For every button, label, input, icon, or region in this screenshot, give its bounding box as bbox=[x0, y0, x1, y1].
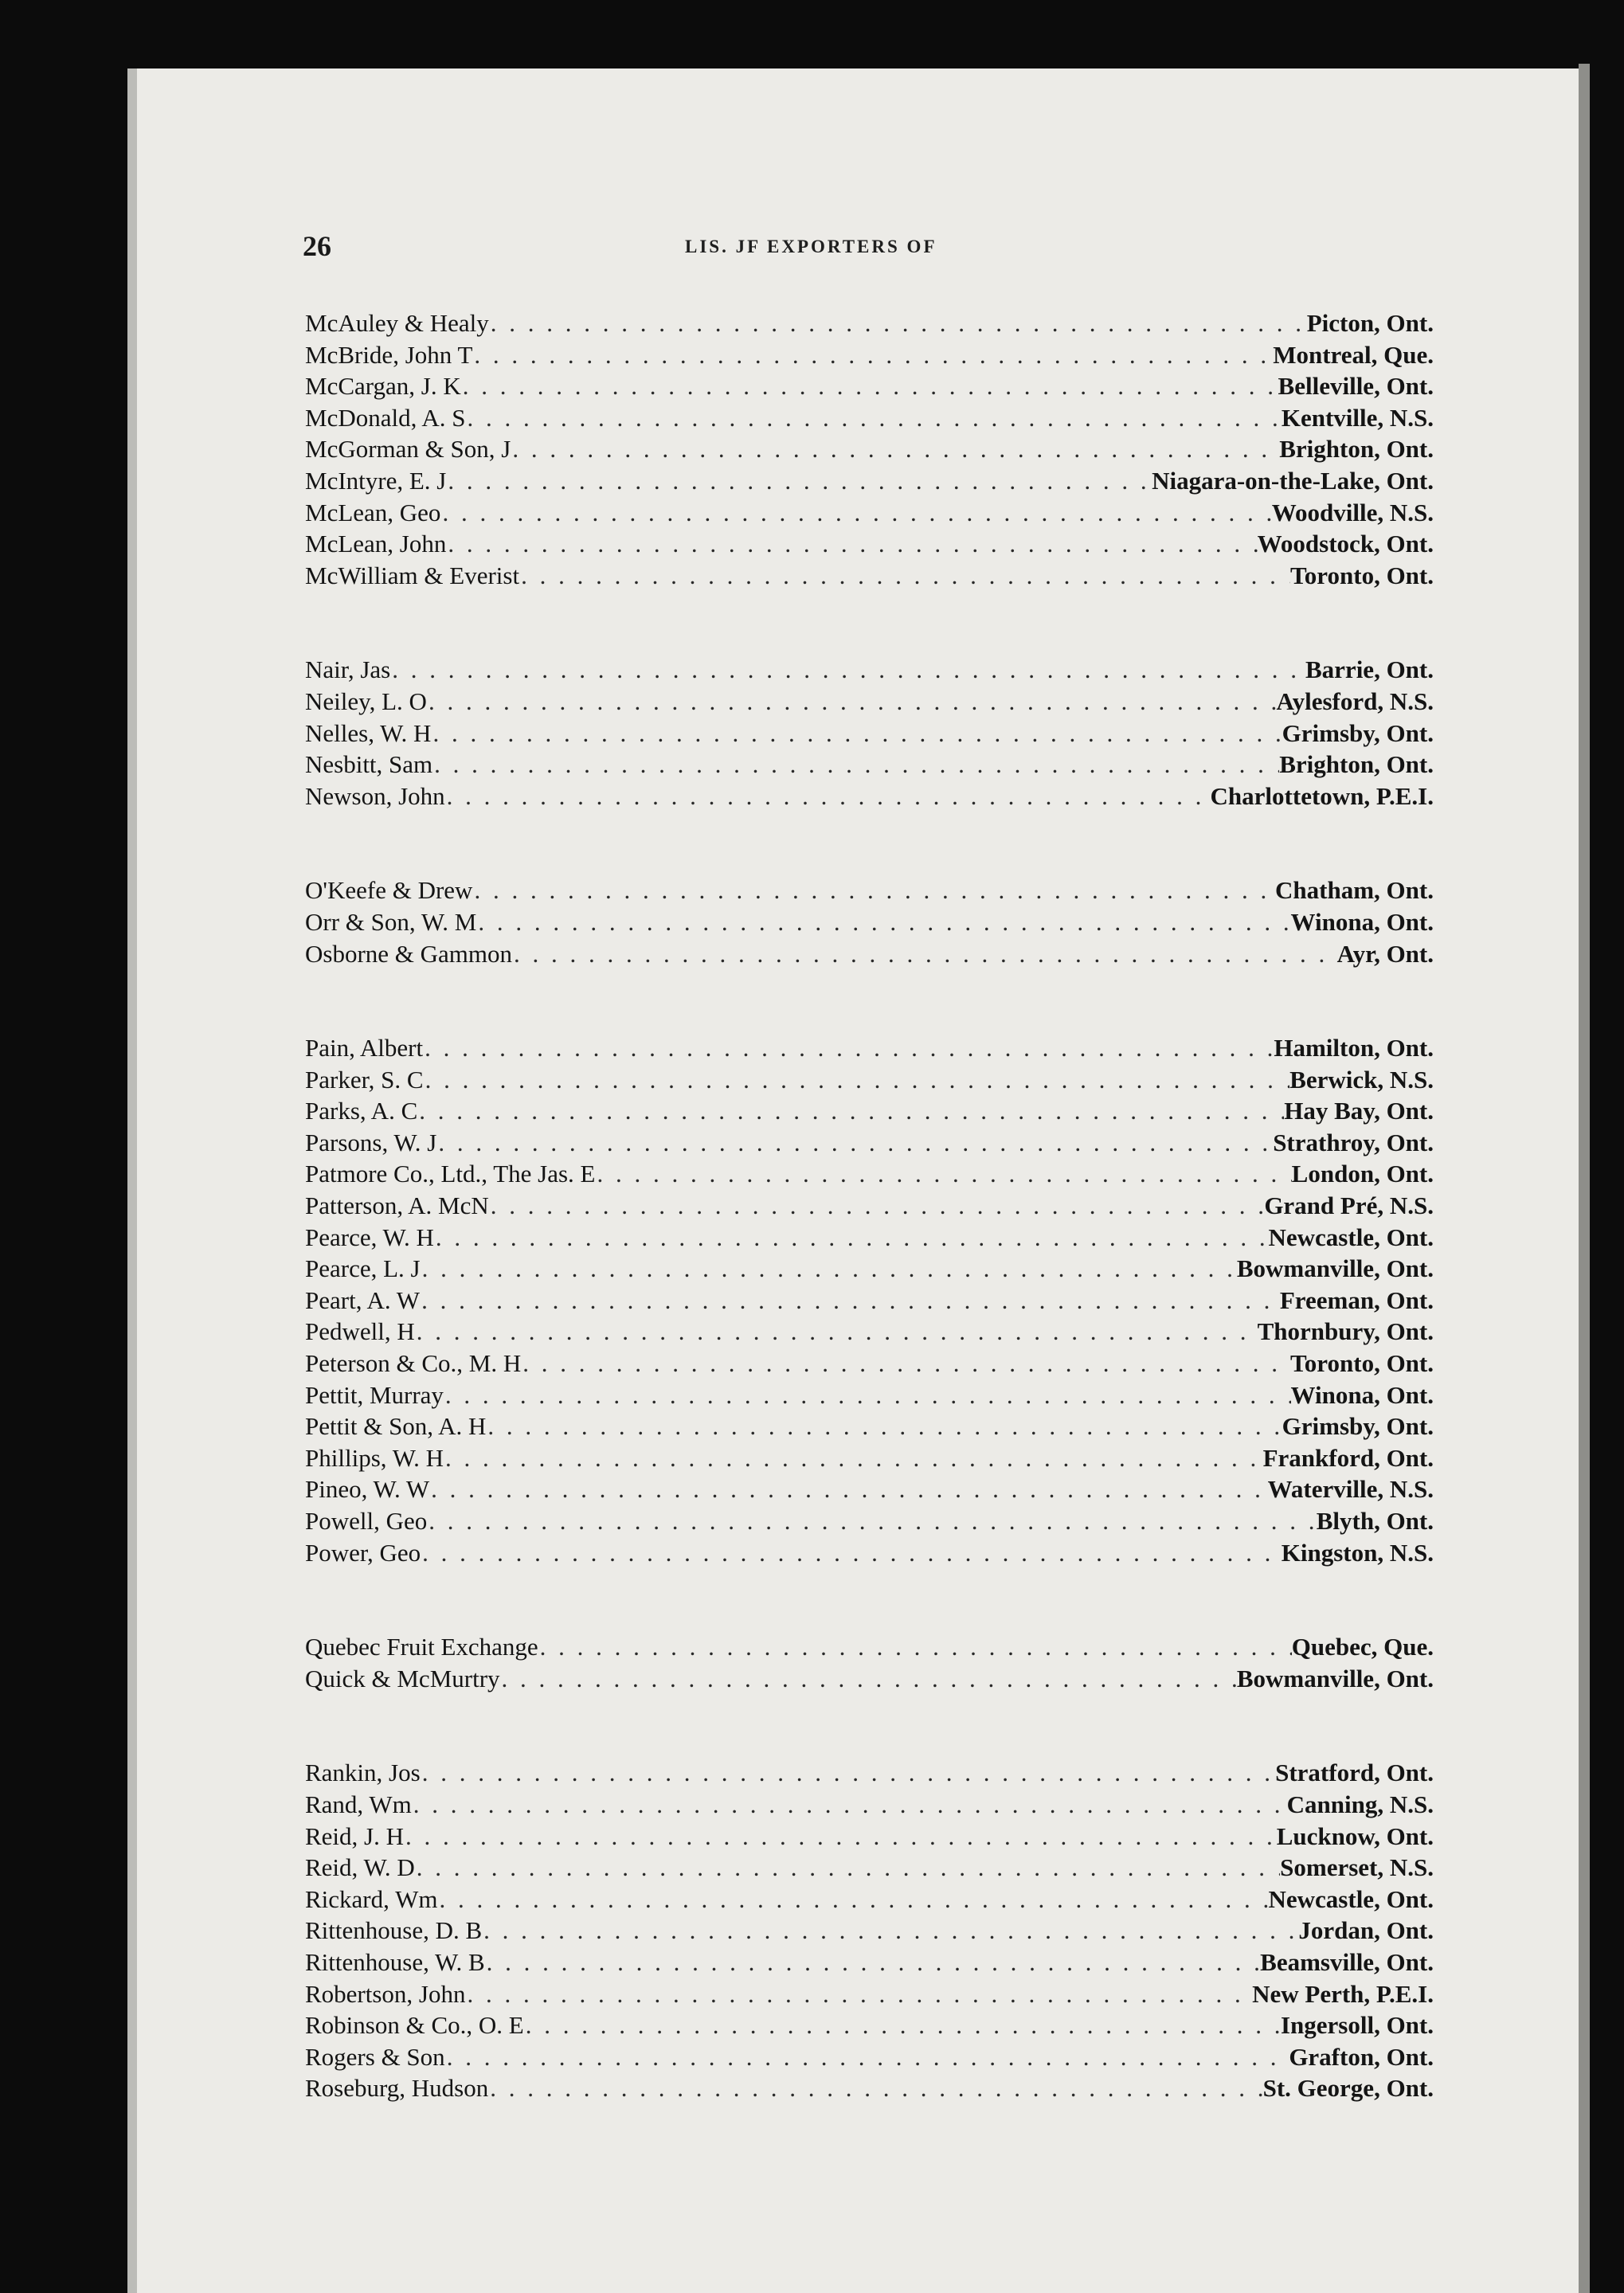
exporter-name: McAuley & Healy bbox=[305, 309, 489, 337]
list-item bbox=[305, 875, 1434, 906]
exporter-name: Powell, Geo bbox=[305, 1507, 428, 1535]
dot-leader bbox=[431, 718, 1282, 749]
dot-leader bbox=[444, 1379, 1291, 1411]
exporter-name: McLean, Geo bbox=[305, 498, 441, 526]
exporter-location: Bowmanville, Ont. bbox=[1236, 1254, 1434, 1283]
exporter-location: Woodstock, Ont. bbox=[1257, 530, 1434, 558]
list-item bbox=[305, 560, 1434, 592]
dot-leader bbox=[472, 339, 1273, 371]
dot-leader bbox=[524, 2009, 1281, 2041]
exporter-location: Quebec, Que. bbox=[1291, 1633, 1434, 1661]
exporter-name: Pedwell, H bbox=[305, 1317, 415, 1346]
dot-leader bbox=[436, 1127, 1273, 1159]
dot-leader bbox=[444, 1442, 1263, 1474]
list-item bbox=[305, 1631, 1434, 1663]
exporter-location: Aylesford, N.S. bbox=[1276, 687, 1434, 715]
dot-leader bbox=[434, 1222, 1269, 1254]
exporter-location: Frankford, Ont. bbox=[1262, 1443, 1434, 1472]
list-item bbox=[305, 497, 1434, 529]
list-item bbox=[305, 1348, 1434, 1379]
list-item bbox=[305, 1316, 1434, 1348]
list-item bbox=[305, 339, 1434, 371]
exporter-location: Picton, Ont. bbox=[1306, 309, 1434, 337]
exporter-location: Woodville, N.S. bbox=[1271, 498, 1434, 526]
dot-leader bbox=[445, 2041, 1289, 2073]
exporter-name: Parsons, W. J bbox=[305, 1128, 437, 1156]
exporter-location: Grimsby, Ont. bbox=[1282, 718, 1434, 747]
dot-leader bbox=[461, 370, 1278, 402]
dot-leader bbox=[486, 1411, 1282, 1442]
dot-leader bbox=[417, 1095, 1284, 1127]
list-item bbox=[305, 1379, 1434, 1411]
binding-edge bbox=[1579, 64, 1590, 2293]
exporter-location: Charlottetown, P.E.I. bbox=[1210, 781, 1434, 810]
exporter-name: Nelles, W. H bbox=[305, 718, 432, 747]
exporter-location: Brighton, Ont. bbox=[1279, 435, 1434, 464]
dot-leader bbox=[446, 528, 1257, 560]
exporter-name: Roseburg, Hudson bbox=[305, 2074, 489, 2103]
exporter-location: Berwick, N.S. bbox=[1289, 1065, 1434, 1094]
dot-leader bbox=[421, 1253, 1237, 1285]
exporter-location: Lucknow, Ont. bbox=[1276, 1821, 1434, 1850]
exporter-name: McCargan, J. K bbox=[305, 372, 461, 401]
exporter-location: Chatham, Ont. bbox=[1275, 876, 1434, 905]
dot-leader bbox=[390, 654, 1305, 686]
dot-leader bbox=[420, 1285, 1280, 1317]
list-item bbox=[305, 1222, 1434, 1254]
letter-group bbox=[305, 875, 1434, 969]
dot-leader bbox=[472, 875, 1275, 906]
exporter-name: McWilliam & Everist bbox=[305, 561, 520, 589]
list-item bbox=[305, 2009, 1434, 2041]
exporter-location: Grand Pré, N.S. bbox=[1264, 1191, 1434, 1220]
list-item bbox=[305, 433, 1434, 465]
letter-group bbox=[305, 1631, 1434, 1694]
exporter-location: London, Ont. bbox=[1291, 1160, 1434, 1188]
page-edge-shadow bbox=[127, 68, 137, 2293]
exporter-name: Newson, John bbox=[305, 781, 445, 810]
letter-group bbox=[305, 307, 1434, 591]
dot-leader bbox=[429, 1473, 1267, 1505]
dot-leader bbox=[421, 1537, 1282, 1569]
list-item bbox=[305, 1505, 1434, 1537]
exporter-location: Hay Bay, Ont. bbox=[1284, 1097, 1434, 1125]
exporter-location: Freeman, Ont. bbox=[1279, 1285, 1434, 1314]
list-item bbox=[305, 1821, 1434, 1853]
list-item bbox=[305, 370, 1434, 402]
list-item bbox=[305, 1442, 1434, 1474]
list-item bbox=[305, 1663, 1434, 1695]
exporter-name: Rittenhouse, W. B bbox=[305, 1947, 485, 1976]
exporter-location: Toronto, Ont. bbox=[1289, 1349, 1434, 1378]
list-item bbox=[305, 1473, 1434, 1505]
exporter-name: Neiley, L. O bbox=[305, 687, 427, 715]
exporter-name: Quebec Fruit Exchange bbox=[305, 1633, 538, 1661]
exporter-location: New Perth, P.E.I. bbox=[1252, 1979, 1434, 2008]
dot-leader bbox=[437, 1884, 1268, 1915]
dot-leader bbox=[466, 1978, 1253, 2010]
exporter-location: St. George, Ont. bbox=[1262, 2074, 1434, 2103]
exporter-location: Somerset, N.S. bbox=[1280, 1853, 1434, 1882]
exporter-name: McDonald, A. S bbox=[305, 403, 466, 432]
exporter-location: Canning, N.S. bbox=[1286, 1790, 1434, 1818]
exporter-name: Pineo, W. W bbox=[305, 1475, 430, 1504]
list-item bbox=[305, 718, 1434, 749]
exporter-location: Barrie, Ont. bbox=[1305, 655, 1434, 684]
list-item bbox=[305, 1537, 1434, 1569]
exporter-location: Ayr, Ont. bbox=[1336, 939, 1434, 968]
list-item bbox=[305, 2072, 1434, 2104]
list-item bbox=[305, 1127, 1434, 1159]
exporter-name: Phillips, W. H bbox=[305, 1443, 444, 1472]
dot-leader bbox=[466, 402, 1282, 434]
exporter-name: McIntyre, E. J bbox=[305, 466, 447, 495]
list-item bbox=[305, 1253, 1434, 1285]
dot-leader bbox=[404, 1821, 1277, 1853]
dot-leader bbox=[596, 1158, 1292, 1190]
dot-leader bbox=[488, 2072, 1262, 2104]
page-number: 26 bbox=[303, 230, 331, 262]
exporter-name: Reid, J. H bbox=[305, 1821, 404, 1850]
dot-leader bbox=[445, 781, 1211, 812]
exporter-location: Kingston, N.S. bbox=[1281, 1538, 1434, 1567]
exporter-name: Nair, Jas bbox=[305, 655, 391, 684]
list-item bbox=[305, 938, 1434, 970]
list-item bbox=[305, 1947, 1434, 1978]
exporter-location: Winona, Ont. bbox=[1290, 1380, 1434, 1409]
exporter-name: Quick & McMurtry bbox=[305, 1664, 500, 1692]
exporter-name: McBride, John T bbox=[305, 340, 473, 369]
letter-group bbox=[305, 1757, 1434, 2104]
exporter-location: Toronto, Ont. bbox=[1289, 561, 1434, 589]
exporter-name: Peterson & Co., M. H bbox=[305, 1349, 522, 1378]
list-item bbox=[305, 1032, 1434, 1064]
exporter-location: Stratford, Ont. bbox=[1275, 1759, 1434, 1787]
exporter-name: Rogers & Son bbox=[305, 2042, 445, 2071]
exporter-location: Winona, Ont. bbox=[1290, 907, 1434, 936]
dot-leader bbox=[500, 1663, 1237, 1695]
exporter-location: Belleville, Ont. bbox=[1278, 372, 1434, 401]
list-item bbox=[305, 1757, 1434, 1789]
list-item bbox=[305, 781, 1434, 812]
exporter-location: Thornbury, Ont. bbox=[1257, 1317, 1434, 1346]
exporter-name: Rand, Wm bbox=[305, 1790, 412, 1818]
exporter-name: Pettit, Murray bbox=[305, 1380, 444, 1409]
exporter-name: Rickard, Wm bbox=[305, 1884, 438, 1913]
exporter-name: Peart, A. W bbox=[305, 1285, 421, 1314]
exporter-name: O'Keefe & Drew bbox=[305, 876, 473, 905]
dot-leader bbox=[427, 686, 1277, 718]
list-item bbox=[305, 307, 1434, 339]
exporter-name: Orr & Son, W. M bbox=[305, 907, 477, 936]
exporter-name: Patterson, A. McN bbox=[305, 1191, 489, 1220]
list-item bbox=[305, 1789, 1434, 1821]
list-item bbox=[305, 1852, 1434, 1884]
list-item bbox=[305, 1285, 1434, 1317]
dot-leader bbox=[415, 1852, 1280, 1884]
dot-leader bbox=[489, 307, 1307, 339]
letter-group bbox=[305, 1032, 1434, 1568]
exporter-name: Pearce, W. H bbox=[305, 1223, 434, 1251]
list-item bbox=[305, 1064, 1434, 1096]
dot-leader bbox=[538, 1631, 1292, 1663]
dot-leader bbox=[519, 560, 1290, 592]
exporter-location: Blyth, Ont. bbox=[1316, 1507, 1434, 1535]
dot-leader bbox=[485, 1947, 1261, 1978]
list-item bbox=[305, 2041, 1434, 2073]
list-item bbox=[305, 1095, 1434, 1127]
exporter-location: Brighton, Ont. bbox=[1279, 750, 1434, 779]
exporter-name: Patmore Co., Ltd., The Jas. E bbox=[305, 1160, 596, 1188]
exporter-name: McGorman & Son, J bbox=[305, 435, 511, 464]
dot-leader bbox=[421, 1757, 1275, 1789]
exporter-name: Osborne & Gammon bbox=[305, 939, 513, 968]
exporter-name: Reid, W. D bbox=[305, 1853, 415, 1882]
list-item bbox=[305, 465, 1434, 497]
exporter-location: Waterville, N.S. bbox=[1267, 1475, 1434, 1504]
dot-leader bbox=[476, 906, 1290, 938]
exporter-location: Grafton, Ont. bbox=[1289, 2042, 1434, 2071]
exporter-name: McLean, John bbox=[305, 530, 447, 558]
exporter-location: Strathroy, Ont. bbox=[1273, 1128, 1434, 1156]
exporter-location: Newcastle, Ont. bbox=[1268, 1884, 1434, 1913]
list-item bbox=[305, 402, 1434, 434]
exporter-name: Robertson, John bbox=[305, 1979, 466, 2008]
exporter-name: Pearce, L. J bbox=[305, 1254, 421, 1283]
exporter-name: Rittenhouse, D. B bbox=[305, 1916, 483, 1945]
exporter-location: Bowmanville, Ont. bbox=[1236, 1664, 1434, 1692]
list-item bbox=[305, 654, 1434, 686]
exporter-name: Nesbitt, Sam bbox=[305, 750, 433, 779]
list-item bbox=[305, 528, 1434, 560]
exporter-name: Pettit & Son, A. H bbox=[305, 1412, 487, 1441]
dot-leader bbox=[415, 1316, 1258, 1348]
dot-leader bbox=[424, 1064, 1290, 1096]
list-item bbox=[305, 686, 1434, 718]
exporter-location: Hamilton, Ont. bbox=[1274, 1034, 1434, 1062]
dot-leader bbox=[412, 1789, 1287, 1821]
list-item bbox=[305, 1978, 1434, 2010]
dot-leader bbox=[511, 433, 1279, 465]
page-header bbox=[303, 229, 1434, 264]
exporter-location: Grimsby, Ont. bbox=[1282, 1412, 1434, 1441]
dot-leader bbox=[512, 938, 1337, 970]
dot-leader bbox=[521, 1348, 1290, 1379]
dot-leader bbox=[489, 1190, 1265, 1222]
dot-leader bbox=[482, 1915, 1298, 1947]
exporter-location: Kentville, N.S. bbox=[1281, 403, 1434, 432]
dot-leader bbox=[423, 1032, 1274, 1064]
exporter-name: Power, Geo bbox=[305, 1538, 421, 1567]
exporter-location: Newcastle, Ont. bbox=[1268, 1223, 1434, 1251]
list-item bbox=[305, 1190, 1434, 1222]
exporter-location: Ingersoll, Ont. bbox=[1280, 2011, 1434, 2040]
exporter-listing bbox=[305, 307, 1434, 2167]
running-title: LIS. JF EXPORTERS OF bbox=[685, 237, 937, 256]
exporter-name: Robinson & Co., O. E bbox=[305, 2011, 524, 2040]
letter-group bbox=[305, 654, 1434, 812]
list-item bbox=[305, 906, 1434, 938]
exporter-location: Jordan, Ont. bbox=[1298, 1916, 1434, 1945]
list-item bbox=[305, 1411, 1434, 1442]
dot-leader bbox=[440, 497, 1271, 529]
exporter-name: Rankin, Jos bbox=[305, 1759, 421, 1787]
list-item bbox=[305, 1884, 1434, 1915]
dot-leader bbox=[432, 749, 1279, 781]
exporter-name: Parks, A. C bbox=[305, 1097, 418, 1125]
exporter-location: Montreal, Que. bbox=[1273, 340, 1434, 369]
list-item bbox=[305, 1158, 1434, 1190]
list-item bbox=[305, 749, 1434, 781]
exporter-location: Beamsville, Ont. bbox=[1260, 1947, 1434, 1976]
exporter-location: Niagara-on-the-Lake, Ont. bbox=[1152, 466, 1434, 495]
dot-leader bbox=[446, 465, 1152, 497]
exporter-name: Parker, S. C bbox=[305, 1065, 424, 1094]
exporter-name: Pain, Albert bbox=[305, 1034, 424, 1062]
dot-leader bbox=[427, 1505, 1316, 1537]
list-item bbox=[305, 1915, 1434, 1947]
